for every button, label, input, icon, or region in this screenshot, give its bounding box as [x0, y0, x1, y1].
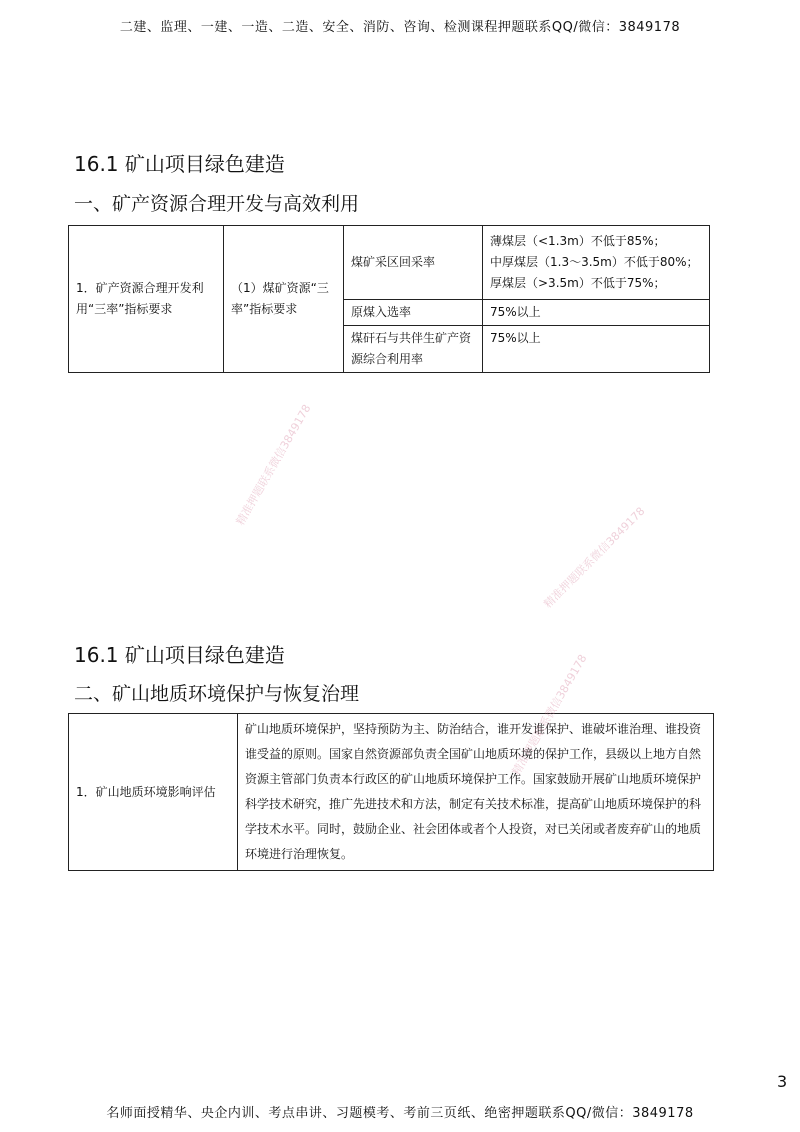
watermark-text: 精准押题联系微信3849178 [509, 652, 590, 778]
table-cell-value: 75%以上 [483, 326, 710, 373]
section2-subtitle: 二、矿山地质环境保护与恢复治理 [74, 683, 360, 705]
table-cell-category: 1．矿产资源合理开发利用“三率”指标要求 [69, 226, 224, 373]
table-cell-value [483, 226, 710, 300]
section2-title: 16.1 矿山项目绿色建造 [74, 643, 285, 667]
table-cell-item: 煤矸石与共伴生矿产资源综合利用率 [344, 326, 483, 373]
resource-utilization-table [68, 225, 710, 373]
watermark-text: 精准押题联系微信3849178 [233, 402, 314, 528]
section1-title: 16.1 矿山项目绿色建造 [74, 152, 285, 176]
table-cell-item: 原煤入选率 [344, 300, 483, 326]
table-cell-subcategory: （1）煤矿资源“三率”指标要求 [224, 226, 344, 373]
table-row [69, 226, 710, 300]
table-cell-content: 矿山地质环境保护，坚持预防为主、防治结合，谁开发谁保护、谁破坏谁治理、谁投资谁受益的原则。国家自然资源部负责全国矿山地质环境的保护工作，县级以上地方自然资源主管部门负责本行政区的矿山地质环境保护工作。国家鼓励开展矿山地质环境保护科学技术研究，推广先进技术和方法，制定有关技术标准，提高矿山地质环境保护的科学技术水平。同时，鼓励企业、社会团体或者个人投资，对已关闭或者废弃矿山的地质环境进行治理恢复。 [238, 714, 714, 871]
table-cell-category: 1．矿山地质环境影响评估 [69, 714, 238, 871]
geo-environment-table [68, 713, 714, 871]
table-cell-item: 煤矿采区回采率 [344, 226, 483, 300]
value-line: 中厚煤层（1.3～3.5m）不低于80%； [490, 255, 699, 269]
value-line: 薄煤层（<1.3m）不低于85%； [490, 234, 666, 248]
watermark-text: 精准押题联系微信3849178 [541, 504, 648, 611]
table-row [69, 714, 714, 871]
table-cell-value: 75%以上 [483, 300, 710, 326]
section1-subtitle: 一、矿产资源合理开发与高效利用 [74, 193, 360, 215]
page-footer-text: 名师面授精华、央企内训、考点串讲、习题模考、考前三页纸、绝密押题联系QQ/微信：3849178 [106, 1106, 694, 1121]
page-header-text: 二建、监理、一建、一造、二造、安全、消防、咨询、检测课程押题联系QQ/微信：3849178 [119, 20, 681, 35]
value-line: 厚煤层（>3.5m）不低于75%； [490, 276, 666, 290]
page-number: 3 [777, 1072, 788, 1091]
